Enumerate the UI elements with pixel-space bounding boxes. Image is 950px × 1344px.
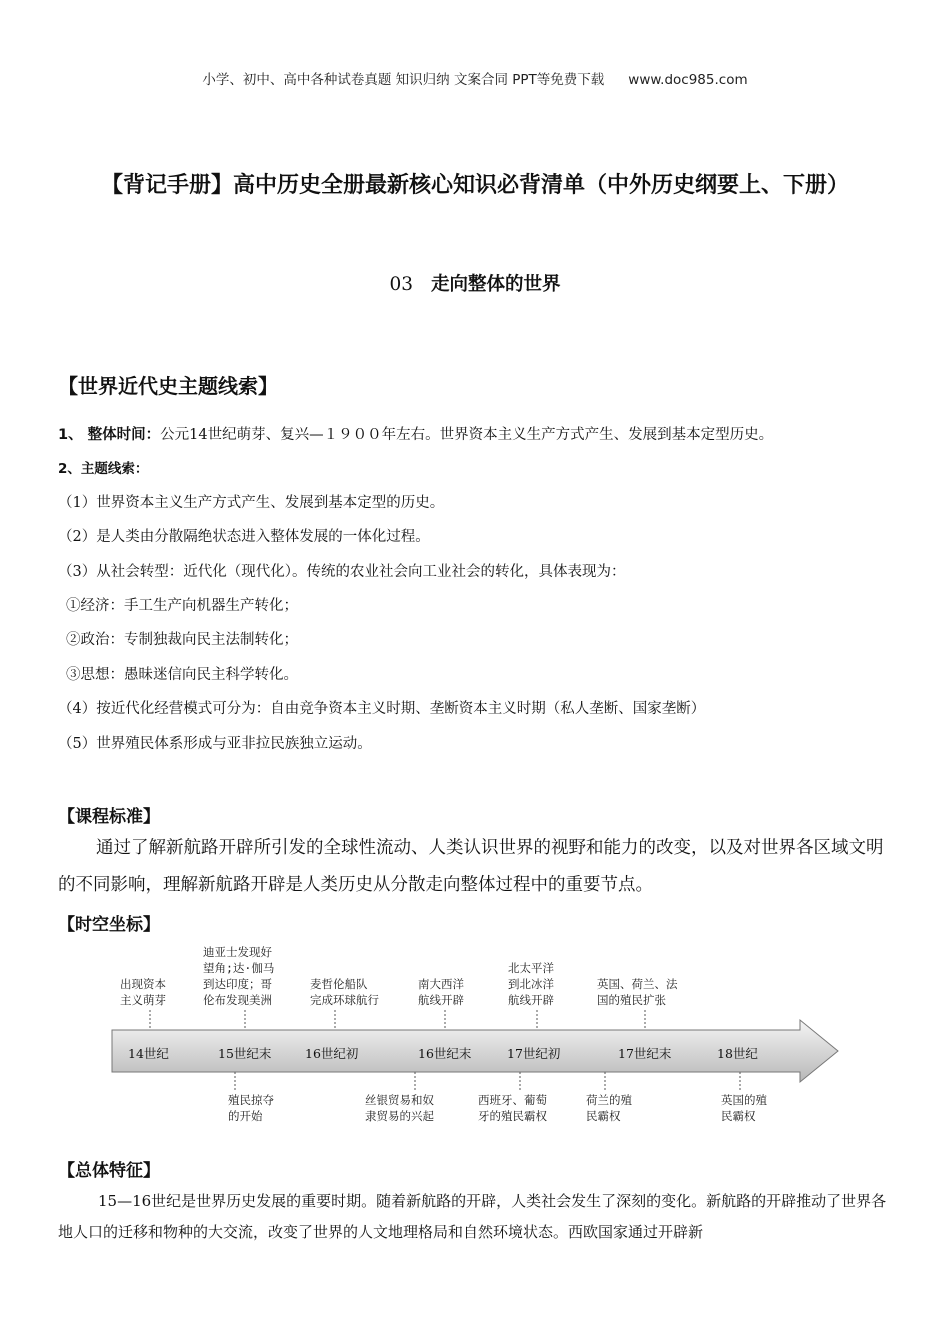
section-timeline-heading: 【时空坐标】	[58, 915, 160, 935]
label-line: 国的殖民扩张	[597, 993, 666, 1007]
label-line: 西班牙、葡萄	[478, 1093, 547, 1107]
label-line: 民霸权	[586, 1109, 621, 1123]
label-line: 殖民掠夺	[228, 1093, 274, 1107]
item-2-label	[58, 457, 148, 477]
timeline-bottom-label	[586, 1092, 632, 1124]
label-line: 北太平洋	[508, 961, 554, 975]
label-line: 英国的殖	[721, 1093, 767, 1107]
item-2-label-text: 2、主题线索：	[58, 461, 149, 477]
list-line: （3）从社会转型：近代化（现代化）。传统的农业社会向工业社会的转化，具体表现为：	[58, 564, 626, 580]
era-label: 16世纪初	[305, 1046, 359, 1061]
standard-paragraph: 通过了解新航路开辟所引发的全球性流动、人类认识世界的视野和能力的改变，以及对世界各区域文明的不同影响，理解新航路开辟是人类历史从分散走向整体过程中的重要节点。	[58, 838, 884, 895]
list-line: （1）世界资本主义生产方式产生、发展到基本定型的历史。	[58, 495, 445, 511]
label-line: 到北冰洋	[508, 977, 554, 991]
timeline-bottom-label	[365, 1092, 434, 1124]
list-line: ②政治：专制独裁向民主法制转化；	[66, 632, 298, 648]
list-line: ①经济：手工生产向机器生产转化；	[66, 598, 298, 614]
era-label: 17世纪末	[618, 1046, 672, 1061]
chapter-heading	[0, 270, 950, 296]
section-main-heading: 【世界近代史主题线索】	[58, 374, 278, 398]
item-1	[58, 423, 773, 444]
label-line: 的开始	[228, 1109, 263, 1123]
timeline-top-label	[120, 976, 166, 1008]
timeline-bottom-label	[721, 1092, 767, 1124]
timeline-top-label	[418, 976, 464, 1008]
chapter-title: 走向整体的世界	[431, 274, 561, 295]
label-line: 伦布发现美洲	[203, 993, 272, 1007]
timeline-top-label	[203, 944, 274, 1008]
label-line: 望角;达·伽马	[203, 961, 275, 975]
label-line: 出现资本	[120, 977, 166, 991]
label-line: 主义萌芽	[120, 993, 166, 1007]
era-label: 15世纪末	[218, 1046, 272, 1061]
timeline-top-label	[508, 960, 554, 1008]
list-line: （4）按近代化经营模式可分为：自由竞争资本主义时期、垄断资本主义时期（私人垄断、国家垄断）	[58, 701, 706, 717]
label-line: 英国、荷兰、法	[597, 977, 678, 991]
timeline-bottom-label	[478, 1092, 547, 1124]
label-line: 麦哲伦船队	[310, 977, 368, 991]
list-line: （2）是人类由分散隔绝状态进入整体发展的一体化过程。	[58, 529, 430, 545]
features-paragraph: 15—16世纪是世界历史发展的重要时期。随着新航路的开辟，人类社会发生了深刻的变化。新航路的开辟推动了世界各地人口的迁移和物种的大交流，改变了世界的人文地理格局和自然环境状态。西欧国家通过开辟新	[58, 1192, 887, 1241]
chapter-number: 03	[389, 274, 414, 295]
timeline-top-label	[597, 976, 678, 1008]
label-line: 民霸权	[721, 1109, 756, 1123]
item-1-text: 公元14世纪萌芽、复兴—１９００年左右。世界资本主义生产方式产生、发展到基本定型历史。	[160, 427, 774, 443]
section-features-heading: 【总体特征】	[58, 1161, 160, 1181]
label-line: 到达印度；哥	[203, 977, 272, 991]
list-line: （5）世界殖民体系形成与亚非拉民族独立运动。	[58, 736, 372, 752]
label-line: 迪亚士发现好	[203, 945, 272, 959]
timeline-top-label	[310, 976, 379, 1008]
item-1-label: 整体时间：	[87, 427, 161, 443]
item-1-prefix: 1、	[58, 427, 88, 443]
timeline-bottom-label	[228, 1092, 274, 1124]
label-line: 隶贸易的兴起	[365, 1109, 434, 1123]
page-header	[0, 68, 950, 88]
label-line: 荷兰的殖	[586, 1093, 632, 1107]
document-title: 【背记手册】高中历史全册最新核心知识必背清单（中外历史纲要上、下册）	[100, 173, 849, 198]
header-url[interactable]: www.doc985.com	[628, 72, 748, 88]
era-label: 14世纪	[128, 1046, 169, 1061]
era-label: 16世纪末	[418, 1046, 472, 1061]
label-line: 航线开辟	[508, 993, 554, 1007]
label-line: 完成环球航行	[310, 993, 379, 1007]
label-line: 航线开辟	[418, 993, 464, 1007]
era-label: 18世纪	[717, 1046, 758, 1061]
timeline-diagram	[100, 940, 860, 1130]
label-line: 牙的殖民霸权	[478, 1109, 547, 1123]
label-line: 丝银贸易和奴	[365, 1093, 434, 1107]
label-line: 南大西洋	[418, 977, 464, 991]
list-line: ③思想：愚昧迷信向民主科学转化。	[66, 667, 298, 683]
header-text: 小学、初中、高中各种试卷真题 知识归纳 文案合同 PPT等免费下载	[202, 72, 605, 88]
era-label: 17世纪初	[507, 1046, 561, 1061]
section-standard-heading: 【课程标准】	[58, 807, 160, 827]
